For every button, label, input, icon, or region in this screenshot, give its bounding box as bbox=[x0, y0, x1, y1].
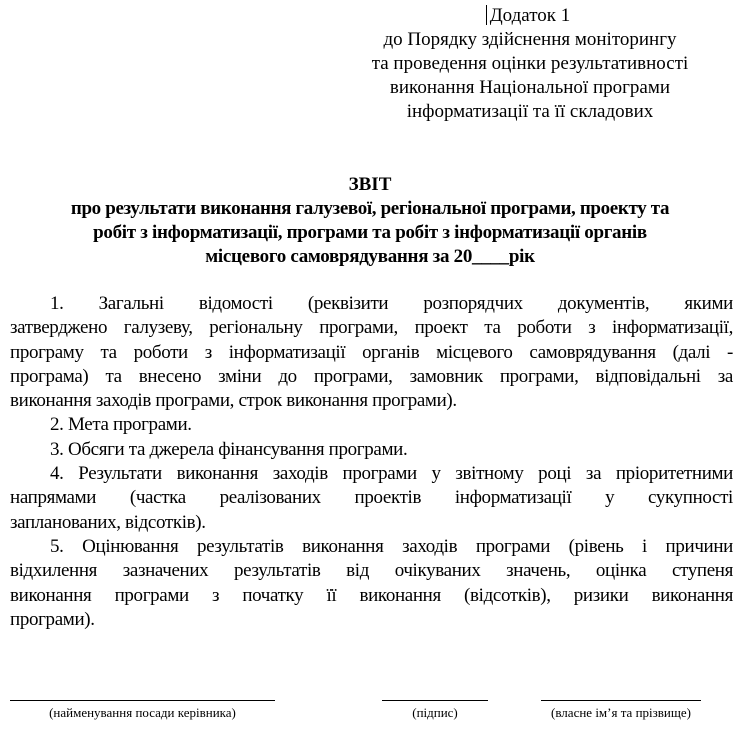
report-title bbox=[0, 173, 740, 269]
appendix-header bbox=[340, 4, 720, 124]
signature-field-position bbox=[10, 690, 275, 721]
section-line: 5. Оцінювання результатів виконання заходів програми (рівень і причини bbox=[50, 535, 733, 557]
section-line: виконання заходів програми, строк виконання програми). bbox=[10, 390, 457, 412]
appendix-line: інформатизації та її складових bbox=[406, 101, 654, 122]
section-line: виконання програми з початку її виконання (відсотків), ризики виконання bbox=[10, 584, 733, 606]
signature-caption: (власне ім’я та прізвище) bbox=[551, 705, 691, 720]
section-line: відхилення зазначених результатів від очікуваних значень, оцінка ступеня bbox=[10, 560, 733, 582]
signature-field-signature bbox=[382, 690, 488, 721]
report-subtitle-line: робіт з інформатизації, програми та робіт з інформатизації органів bbox=[93, 222, 647, 243]
section-3 bbox=[10, 438, 733, 462]
section-line: 1. Загальні відомості (реквізити розпорядчих документів, якими bbox=[50, 293, 733, 314]
report-subtitle-line: про результати виконання галузевої, регіональної програми, проекту та bbox=[70, 198, 670, 219]
signature-field-name bbox=[541, 690, 701, 721]
section-line: 3. Обсяги та джерела фінансування програми. bbox=[50, 438, 408, 460]
section-line: затверджено галузеву, регіональну програми, проект та роботи з інформатизації, bbox=[10, 317, 733, 339]
signature-caption: (підпис) bbox=[412, 705, 458, 720]
section-2 bbox=[10, 413, 733, 437]
signature-line bbox=[541, 700, 701, 701]
signature-line bbox=[382, 700, 488, 701]
section-1 bbox=[10, 292, 733, 413]
signature-block bbox=[0, 690, 740, 730]
section-line: програма) та внесено зміни до програми, замовник програми, відповідальні за bbox=[10, 365, 733, 387]
section-line: програму та роботи з інформатизації органів місцевого самоврядування (далі - bbox=[10, 341, 733, 363]
signature-line bbox=[10, 700, 275, 701]
appendix-line: та проведення оцінки результативності bbox=[371, 53, 689, 74]
appendix-line: до Порядку здійснення моніторингу bbox=[383, 29, 677, 50]
section-line: програми). bbox=[10, 608, 95, 630]
section-4 bbox=[10, 462, 733, 535]
section-line: напрямами (частка реалізованих проектів інформатизації у сукупності bbox=[10, 487, 733, 509]
signature-caption: (найменування посади керівника) bbox=[49, 705, 236, 720]
report-heading: ЗВІТ bbox=[348, 174, 392, 195]
section-line: 2. Мета програми. bbox=[50, 414, 192, 436]
section-5 bbox=[10, 535, 733, 632]
section-line: запланованих, відсотків). bbox=[10, 511, 206, 533]
report-subtitle-line: місцевого самоврядування за 20____рік bbox=[205, 246, 535, 267]
appendix-line: виконання Національної програми bbox=[389, 77, 671, 98]
section-line: 4. Результати виконання заходів програми у звітному році за пріоритетними bbox=[50, 463, 733, 485]
report-body bbox=[10, 292, 733, 632]
appendix-line: Додаток 1 bbox=[489, 5, 571, 26]
